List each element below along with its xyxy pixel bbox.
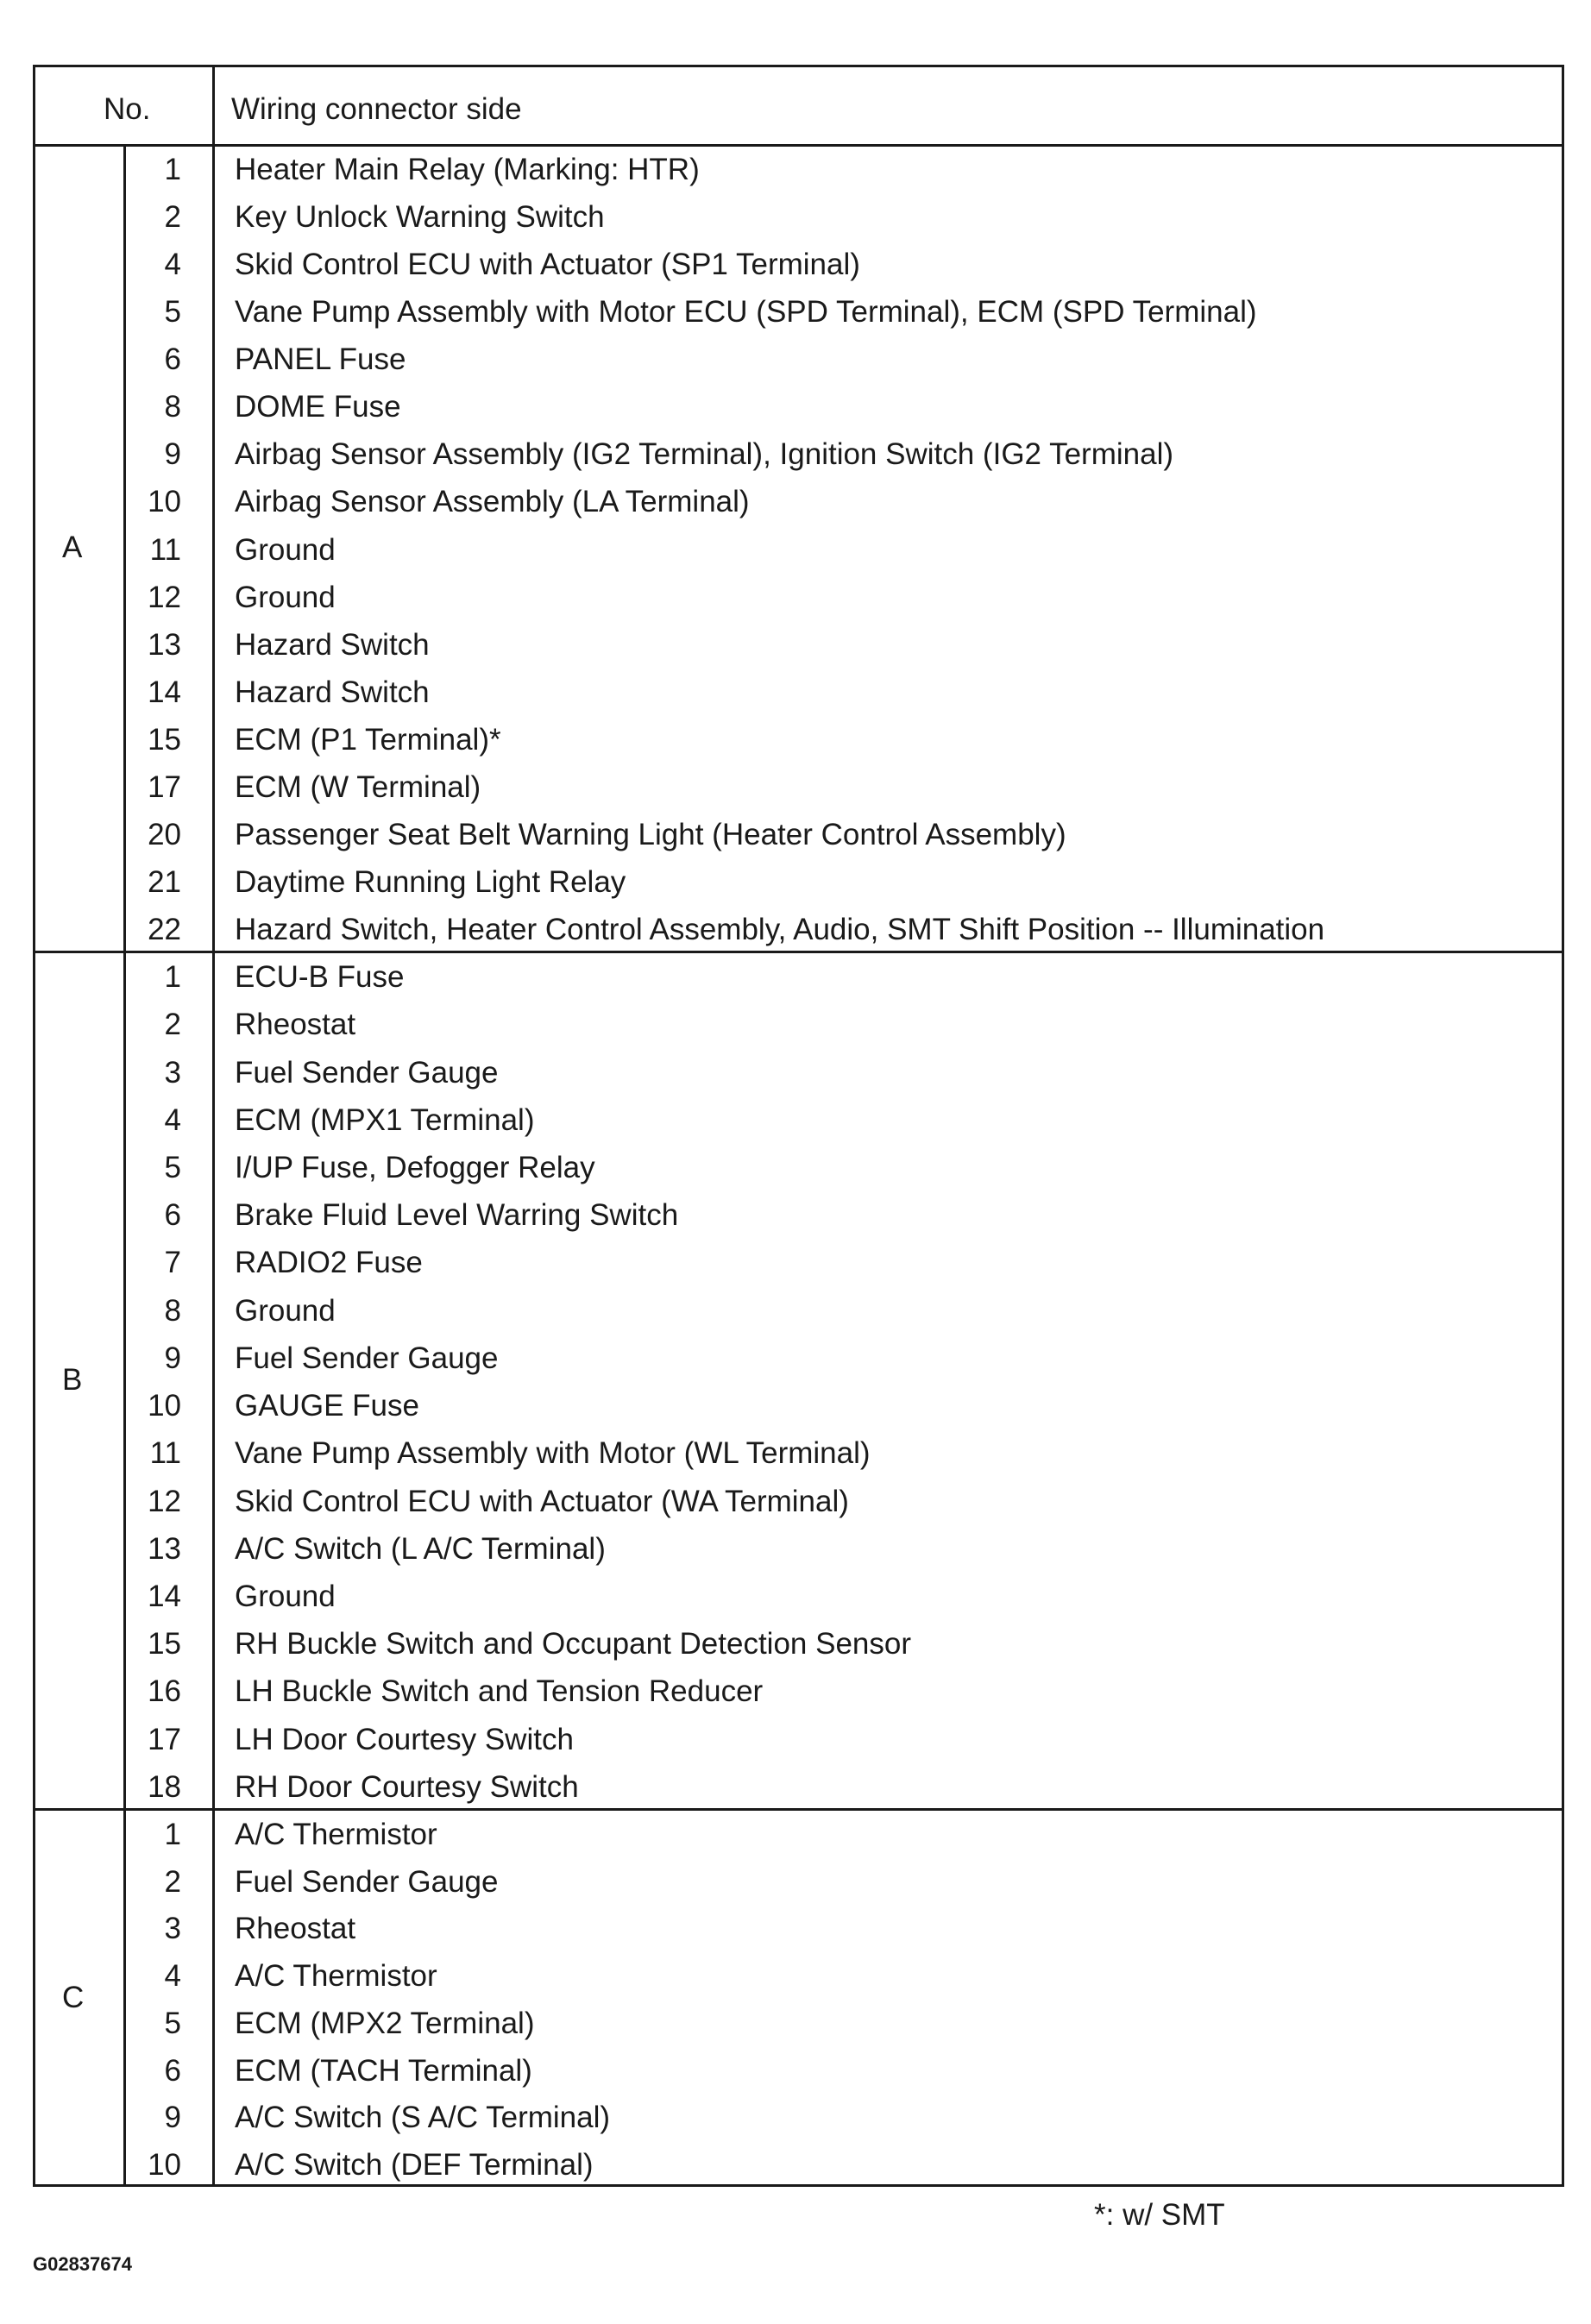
connector-description: Passenger Seat Belt Warning Light (Heater Control Assembly) (235, 818, 1066, 851)
footnote: *: w/ SMT (1094, 2198, 1225, 2232)
pin-number: 5 (164, 2007, 181, 2040)
group-c-inner-rule (123, 1809, 126, 2187)
connector-description: Rheostat (235, 1008, 356, 1041)
pin-number: 16 (148, 1674, 181, 1708)
connector-description: Hazard Switch, Heater Control Assembly, Audio, SMT Shift Position -- Illumination (235, 913, 1325, 946)
pin-number: 7 (164, 1246, 181, 1279)
connector-description: A/C Switch (DEF Terminal) (235, 2148, 594, 2182)
pin-number: 10 (148, 1389, 181, 1423)
connector-description: DOME Fuse (235, 390, 401, 424)
connector-description: I/UP Fuse, Defogger Relay (235, 1151, 595, 1184)
table-border-top (33, 65, 1564, 67)
pin-number: 12 (148, 581, 181, 614)
pin-number: 15 (148, 1627, 181, 1661)
pin-number: 3 (164, 1056, 181, 1090)
group-label-b: B (62, 1363, 83, 1397)
pin-number: 5 (164, 295, 181, 329)
connector-description: LH Door Courtesy Switch (235, 1723, 574, 1756)
pin-number: 11 (149, 533, 181, 567)
pin-number: 8 (164, 1294, 181, 1328)
pin-number: 8 (164, 390, 181, 424)
pin-number: 4 (164, 1959, 181, 1993)
figure-code: G02837674 (33, 2253, 132, 2275)
connector-description: A/C Thermistor (235, 1959, 437, 1993)
connector-description: Vane Pump Assembly with Motor ECU (SPD Terminal), ECM (SPD Terminal) (235, 295, 1257, 329)
pin-number: 2 (164, 1008, 181, 1041)
group-separator (33, 1808, 1564, 1811)
group-separator (33, 951, 1564, 953)
pin-number: 13 (148, 1532, 181, 1566)
pin-number: 9 (164, 1341, 181, 1375)
connector-description: A/C Switch (S A/C Terminal) (235, 2101, 611, 2134)
pin-number: 4 (164, 248, 181, 281)
pin-number: 17 (148, 1723, 181, 1756)
pin-number: 2 (164, 200, 181, 234)
connector-description: ECM (MPX2 Terminal) (235, 2007, 535, 2040)
connector-description: A/C Thermistor (235, 1818, 437, 1851)
pin-number: 15 (148, 723, 181, 757)
table-border-bottom (33, 2184, 1564, 2187)
connector-description: GAUGE Fuse (235, 1389, 419, 1423)
connector-description: Key Unlock Warning Switch (235, 200, 605, 234)
pin-number: 21 (148, 865, 181, 899)
pin-number: 1 (164, 1818, 181, 1851)
header-divider (33, 144, 1564, 147)
connector-description: Hazard Switch (235, 628, 430, 662)
pin-number: 14 (148, 1580, 181, 1613)
connector-description: A/C Switch (L A/C Terminal) (235, 1532, 606, 1566)
connector-description: Heater Main Relay (Marking: HTR) (235, 153, 700, 186)
pin-number: 20 (148, 818, 181, 851)
connector-description: ECM (W Terminal) (235, 770, 481, 804)
table-border-right (1562, 65, 1564, 2187)
pin-number: 13 (148, 628, 181, 662)
connector-description: RH Buckle Switch and Occupant Detection Sensor (235, 1627, 911, 1661)
pin-number: 12 (148, 1485, 181, 1518)
connector-description: Airbag Sensor Assembly (IG2 Terminal), Ignition Switch (IG2 Terminal) (235, 437, 1174, 471)
connector-description: Airbag Sensor Assembly (LA Terminal) (235, 485, 750, 518)
pin-number: 6 (164, 1198, 181, 1232)
pin-number: 1 (164, 153, 181, 186)
connector-description: Fuel Sender Gauge (235, 1056, 499, 1090)
pin-number: 17 (148, 770, 181, 804)
connector-description: Daytime Running Light Relay (235, 865, 626, 899)
pin-number: 9 (164, 2101, 181, 2134)
pin-number: 11 (149, 1436, 181, 1470)
pin-number: 10 (148, 2148, 181, 2182)
pin-number: 18 (148, 1770, 181, 1804)
connector-description: ECM (TACH Terminal) (235, 2054, 532, 2088)
connector-description: Ground (235, 533, 336, 567)
connector-description: LH Buckle Switch and Tension Reducer (235, 1674, 764, 1708)
group-b-inner-rule (123, 952, 126, 1809)
connector-description: Brake Fluid Level Warring Switch (235, 1198, 679, 1232)
pin-number: 5 (164, 1151, 181, 1184)
connector-description: Rheostat (235, 1912, 356, 1945)
connector-description: Ground (235, 1580, 336, 1613)
group-label-c: C (62, 1981, 85, 2014)
pin-number: 9 (164, 437, 181, 471)
connector-description: Vane Pump Assembly with Motor (WL Terminal) (235, 1436, 871, 1470)
connector-description: Hazard Switch (235, 675, 430, 709)
connector-description: Fuel Sender Gauge (235, 1341, 499, 1375)
pin-number: 4 (164, 1103, 181, 1137)
pin-number: 1 (164, 960, 181, 994)
connector-description: Skid Control ECU with Actuator (SP1 Terminal) (235, 248, 860, 281)
header-no: No. (104, 92, 151, 126)
connector-description: ECM (P1 Terminal)* (235, 723, 501, 757)
connector-description: Ground (235, 1294, 336, 1328)
group-label-a: A (62, 531, 83, 564)
pin-number: 10 (148, 485, 181, 518)
connector-description: ECM (MPX1 Terminal) (235, 1103, 535, 1137)
connector-description: ECU-B Fuse (235, 960, 405, 994)
pin-number: 2 (164, 1865, 181, 1899)
pin-number: 22 (148, 913, 181, 946)
header-connector-side: Wiring connector side (231, 92, 522, 126)
connector-description: RADIO2 Fuse (235, 1246, 423, 1279)
connector-description: PANEL Fuse (235, 342, 406, 376)
table-border-left (33, 65, 35, 2187)
pin-number: 14 (148, 675, 181, 709)
connector-description: Ground (235, 581, 336, 614)
pin-number: 6 (164, 2054, 181, 2088)
connector-description: Fuel Sender Gauge (235, 1865, 499, 1899)
group-a-inner-rule (123, 144, 126, 952)
description-column-rule (212, 65, 215, 2187)
connector-description: RH Door Courtesy Switch (235, 1770, 579, 1804)
pin-number: 6 (164, 342, 181, 376)
connector-description: Skid Control ECU with Actuator (WA Terminal) (235, 1485, 849, 1518)
pin-number: 3 (164, 1912, 181, 1945)
